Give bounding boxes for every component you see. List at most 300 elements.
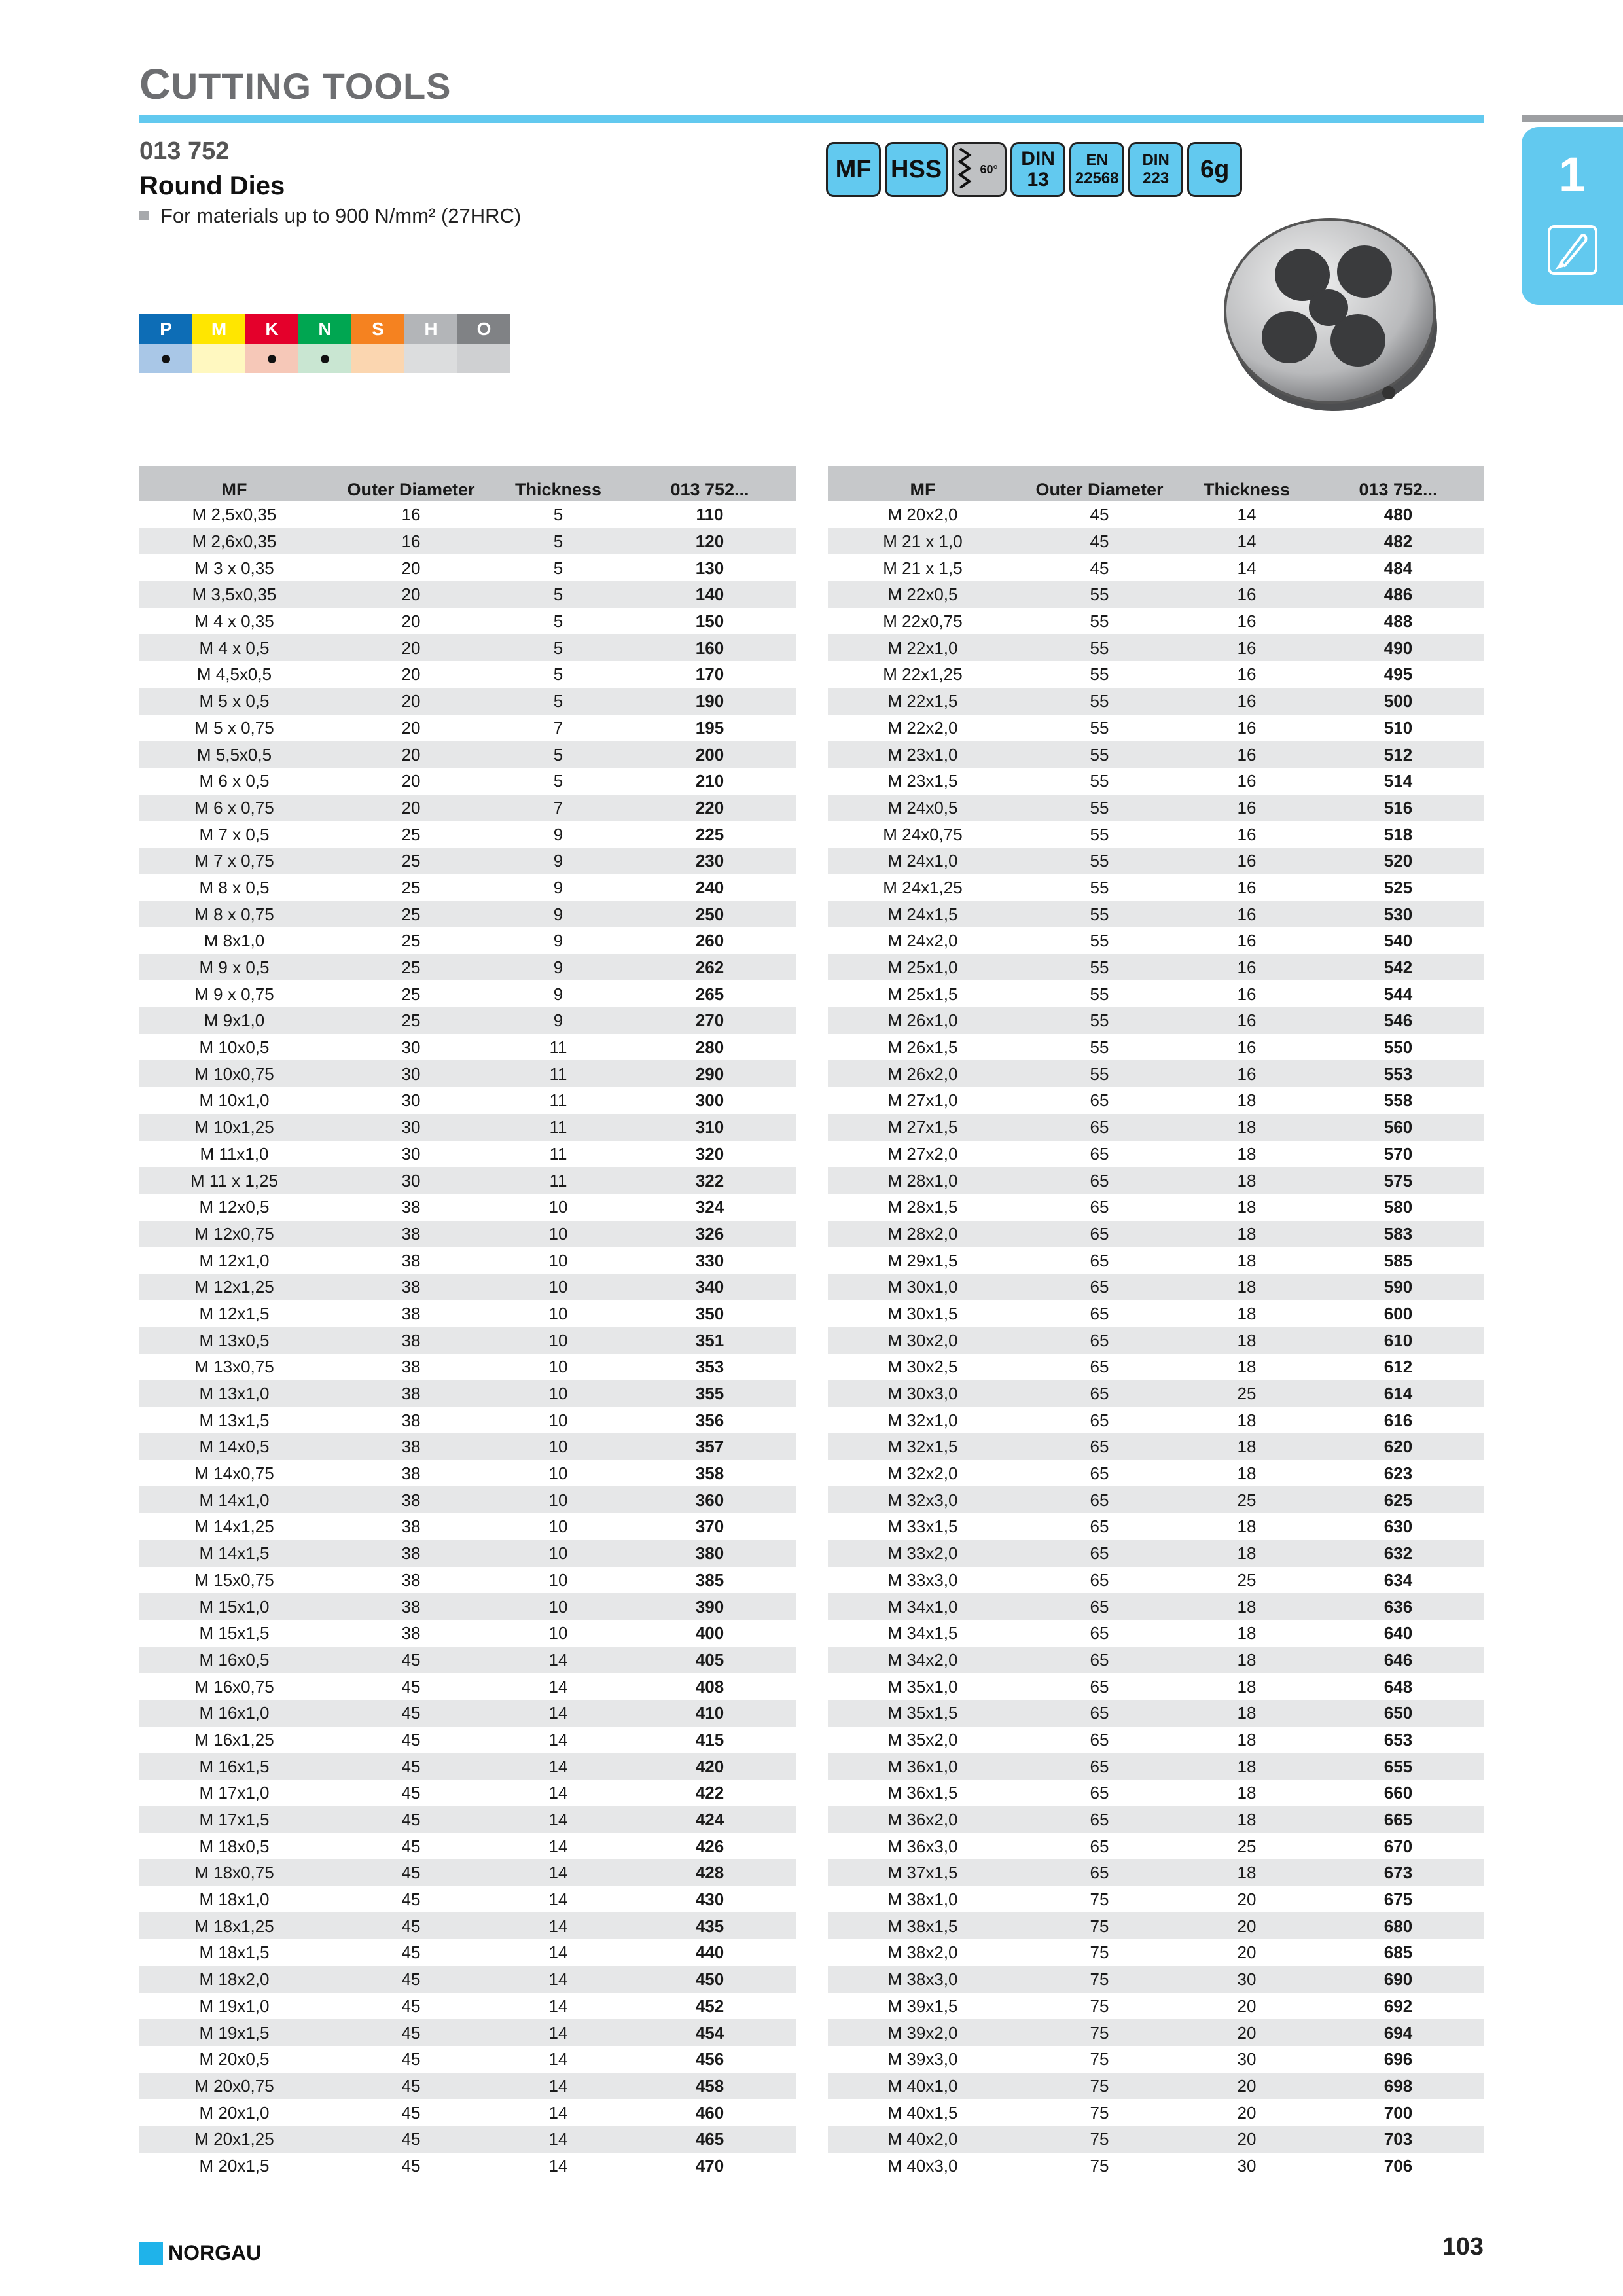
cell-outer-diameter: 38 (329, 1221, 493, 1247)
cell-outer-diameter: 45 (329, 2073, 493, 2100)
cell-outer-diameter: 65 (1018, 1167, 1181, 1194)
cell-outer-diameter: 65 (1018, 1433, 1181, 1460)
cell-mf: M 28x1,5 (887, 1197, 958, 1217)
cell-mf: M 14x1,5 (139, 1540, 329, 1567)
cell-outer-diameter: 55 (1018, 688, 1181, 715)
cell-thickness: 16 (1237, 664, 1257, 685)
cell-outer-diameter: 55 (1018, 795, 1181, 821)
cell-ref: 420 (624, 1753, 796, 1780)
cell-outer-diameter: 25 (329, 954, 493, 981)
cell-ref: 703 (1312, 2126, 1484, 2153)
material-suitability-mark (457, 344, 510, 373)
cell-ref: 300 (695, 1090, 724, 1111)
spec-badges (826, 142, 1242, 197)
cell-ref: 355 (624, 1380, 796, 1407)
cell-mf: M 35x1,0 (887, 1676, 958, 1696)
cell-outer-diameter: 55 (1018, 848, 1181, 874)
cell-thickness: 14 (1237, 505, 1257, 525)
cell-thickness: 11 (493, 1167, 624, 1194)
cell-mf: M 28x1,0 (828, 1167, 1018, 1194)
material-label: N (298, 314, 351, 344)
table-row (139, 1647, 796, 1674)
cell-outer-diameter: 38 (329, 1327, 493, 1354)
drill-icon (1548, 225, 1597, 275)
cell-thickness: 16 (1181, 634, 1312, 661)
table-row (139, 581, 796, 608)
cell-ref: 614 (1312, 1380, 1484, 1407)
table-row (139, 2126, 796, 2153)
cell-mf: M 37x1,5 (828, 1859, 1018, 1886)
cell-ref: 428 (624, 1859, 796, 1886)
cell-ref: 480 (1383, 505, 1413, 525)
material-group-m (192, 314, 245, 373)
cell-thickness: 14 (493, 1859, 624, 1886)
table-row (139, 1274, 796, 1300)
cell-ref: 310 (624, 1114, 796, 1141)
cell-mf: M 2,5x0,35 (192, 505, 277, 525)
cell-outer-diameter: 65 (1018, 1540, 1181, 1567)
cell-ref: 410 (624, 1700, 796, 1727)
cell-thickness: 14 (1237, 558, 1257, 578)
cell-thickness: 18 (1181, 1700, 1312, 1727)
cell-mf: M 21 x 1,5 (883, 558, 963, 578)
table-row (139, 954, 796, 981)
table-row (828, 1274, 1484, 1300)
cell-outer-diameter: 20 (329, 741, 493, 768)
col-header-ref: 013 752... (1312, 466, 1484, 501)
badge-din223 (1128, 142, 1183, 197)
cell-mf: M 40x1,0 (828, 2073, 1018, 2100)
cell-mf: M 14x1,25 (194, 1516, 274, 1537)
col-header-outer-diameter: Outer Diameter (1018, 466, 1181, 501)
table-row (828, 2073, 1484, 2100)
cell-thickness: 16 (1237, 824, 1257, 844)
table-row (828, 954, 1484, 981)
din13-top: DIN (1021, 148, 1055, 170)
cell-ref: 670 (1383, 1836, 1413, 1856)
table-row (828, 1141, 1484, 1168)
cell-thickness: 10 (548, 1570, 568, 1590)
cell-mf: M 36x3,0 (887, 1836, 958, 1856)
table-row (828, 1407, 1484, 1433)
cell-outer-diameter: 45 (401, 2102, 421, 2123)
table-row (828, 1327, 1484, 1354)
cell-outer-diameter: 45 (401, 1836, 421, 1856)
cell-mf: M 32x1,5 (828, 1433, 1018, 1460)
cell-thickness: 10 (548, 1410, 568, 1430)
cell-mf: M 10x0,75 (139, 1060, 329, 1087)
cell-thickness: 18 (1181, 1433, 1312, 1460)
cell-outer-diameter: 55 (1090, 931, 1109, 951)
cell-mf: M 9 x 0,5 (139, 954, 329, 981)
cell-thickness: 10 (548, 1250, 568, 1270)
cell-thickness: 25 (1237, 1836, 1257, 1856)
badge-en22568 (1069, 142, 1124, 197)
table-row (139, 1354, 796, 1380)
cell-outer-diameter: 38 (329, 1593, 493, 1620)
table-row (139, 1912, 796, 1939)
table-row (139, 1221, 796, 1247)
cell-mf: M 32x1,0 (887, 1410, 958, 1430)
cell-mf: M 22x2,0 (887, 717, 958, 738)
cell-ref: 696 (1383, 2049, 1413, 2070)
cell-thickness: 18 (1181, 1274, 1312, 1300)
cell-outer-diameter: 55 (1018, 901, 1181, 927)
cell-outer-diameter: 55 (1090, 771, 1109, 791)
cell-thickness: 18 (1237, 1729, 1257, 1749)
cell-mf: M 17x1,5 (139, 1806, 329, 1833)
cell-ref: 357 (624, 1433, 796, 1460)
cell-outer-diameter: 55 (1090, 717, 1109, 738)
table-row (828, 1114, 1484, 1141)
cell-outer-diameter: 30 (401, 1090, 421, 1111)
cell-mf: M 38x1,5 (828, 1912, 1018, 1939)
cell-ref: 210 (695, 771, 724, 791)
cell-ref: 514 (1383, 771, 1413, 791)
cell-mf: M 18x1,25 (139, 1912, 329, 1939)
cell-thickness: 25 (1181, 1380, 1312, 1407)
cell-thickness: 11 (549, 1143, 567, 1164)
table-row (139, 1939, 796, 1966)
cell-thickness: 10 (493, 1593, 624, 1620)
table-row (828, 1806, 1484, 1833)
cell-ref: 580 (1383, 1197, 1413, 1217)
cell-mf: M 18x1,0 (199, 1890, 270, 1910)
cell-thickness: 11 (549, 1090, 567, 1111)
cell-mf: M 22x1,5 (828, 688, 1018, 715)
cell-outer-diameter: 75 (1018, 1912, 1181, 1939)
cell-thickness: 18 (1237, 1623, 1257, 1643)
cell-mf: M 14x0,5 (139, 1433, 329, 1460)
table-row (139, 1859, 796, 1886)
cell-outer-diameter: 25 (329, 901, 493, 927)
cell-ref: 422 (695, 1783, 724, 1803)
cell-mf: M 6 x 0,5 (199, 771, 270, 791)
cell-thickness: 14 (493, 1700, 624, 1727)
cell-ref: 351 (624, 1327, 796, 1354)
cell-mf: M 20x2,0 (887, 505, 958, 525)
cell-thickness: 14 (548, 2102, 568, 2123)
cell-thickness: 20 (1181, 1912, 1312, 1939)
cell-outer-diameter: 55 (1018, 1007, 1181, 1034)
cell-outer-diameter: 25 (401, 824, 421, 844)
cell-thickness: 16 (1181, 1060, 1312, 1087)
cell-mf: M 22x0,75 (883, 611, 963, 632)
cell-outer-diameter: 25 (329, 1007, 493, 1034)
cell-thickness: 7 (493, 795, 624, 821)
material-label: O (457, 314, 510, 344)
table-row (139, 554, 796, 581)
cell-thickness: 30 (1181, 1966, 1312, 1993)
table-row (828, 1727, 1484, 1753)
brand-logo (139, 2241, 261, 2265)
cell-ref: 616 (1383, 1410, 1413, 1430)
table-row (139, 1620, 796, 1647)
table-row (828, 2019, 1484, 2046)
table-row (139, 1194, 796, 1221)
cell-mf: M 11x1,0 (200, 1143, 269, 1164)
table-row (139, 927, 796, 954)
cell-thickness: 18 (1237, 1303, 1257, 1323)
table-row (828, 821, 1484, 848)
table-row (828, 1486, 1484, 1513)
cell-outer-diameter: 45 (329, 1700, 493, 1727)
table-row (139, 1486, 796, 1513)
cell-ref: 470 (695, 2155, 724, 2176)
cell-ref: 490 (1312, 634, 1484, 661)
cell-mf: M 10x0,5 (199, 1037, 270, 1058)
cell-mf: M 19x1,5 (139, 2019, 329, 2046)
table-row (828, 1673, 1484, 1700)
table-row (828, 1647, 1484, 1674)
cell-mf: M 14x0,75 (194, 1463, 274, 1484)
cell-ref: 356 (695, 1410, 724, 1430)
material-group-n (298, 314, 351, 373)
table-row (139, 688, 796, 715)
cell-mf: M 24x1,5 (828, 901, 1018, 927)
cell-outer-diameter: 55 (1018, 1060, 1181, 1087)
cell-ref: 675 (1383, 1890, 1413, 1910)
cell-outer-diameter: 38 (329, 1486, 493, 1513)
table-row (828, 1567, 1484, 1594)
cell-mf: M 20x0,75 (139, 2073, 329, 2100)
brand-name: NORGAU (168, 2241, 262, 2265)
cell-outer-diameter: 38 (401, 1197, 421, 1217)
cell-mf: M 9x1,0 (139, 1007, 329, 1034)
cell-outer-diameter: 25 (401, 877, 421, 897)
cell-outer-diameter: 65 (1018, 1221, 1181, 1247)
cell-thickness: 5 (493, 741, 624, 768)
table-row (828, 661, 1484, 688)
material-group-h (404, 314, 457, 373)
table-row (139, 1087, 796, 1114)
cell-thickness: 5 (493, 581, 624, 608)
cell-mf: M 20x1,25 (139, 2126, 329, 2153)
cell-ref: 500 (1312, 688, 1484, 715)
cell-thickness: 14 (493, 1753, 624, 1780)
cell-ref: 324 (695, 1197, 724, 1217)
table-row (139, 2153, 796, 2179)
cell-thickness: 18 (1181, 1540, 1312, 1567)
cell-thickness: 16 (1181, 1007, 1312, 1034)
cell-outer-diameter: 65 (1018, 1753, 1181, 1780)
cell-outer-diameter: 30 (329, 1060, 493, 1087)
table-row (828, 554, 1484, 581)
cell-outer-diameter: 38 (329, 1274, 493, 1300)
cell-mf: M 34x1,5 (887, 1623, 958, 1643)
table-row (828, 715, 1484, 742)
cell-thickness: 14 (493, 1806, 624, 1833)
cell-mf: M 14x1,0 (139, 1486, 329, 1513)
cell-ref: 550 (1383, 1037, 1413, 1058)
cell-ref: 520 (1312, 848, 1484, 874)
cell-mf: M 12x1,25 (139, 1274, 329, 1300)
cell-outer-diameter: 75 (1090, 1890, 1109, 1910)
cell-mf: M 15x0,75 (194, 1570, 274, 1590)
cell-thickness: 9 (493, 848, 624, 874)
cell-ref: 575 (1312, 1167, 1484, 1194)
cell-ref: 632 (1312, 1540, 1484, 1567)
badge-mf: MF (826, 142, 881, 197)
cell-ref: 640 (1383, 1623, 1413, 1643)
cell-mf: M 26x2,0 (828, 1060, 1018, 1087)
cell-thickness: 14 (493, 2126, 624, 2153)
cell-thickness: 18 (1181, 1221, 1312, 1247)
cell-outer-diameter: 65 (1090, 1516, 1109, 1537)
table-row (828, 901, 1484, 927)
table-row (828, 2153, 1484, 2179)
cell-outer-diameter: 45 (1090, 505, 1109, 525)
cell-mf: M 24x0,75 (883, 824, 963, 844)
cell-ref: 648 (1383, 1676, 1413, 1696)
table-row (828, 1593, 1484, 1620)
cell-mf: M 7 x 0,5 (199, 824, 270, 844)
table-row (139, 1753, 796, 1780)
cell-ref: 655 (1312, 1753, 1484, 1780)
cell-thickness: 10 (548, 1197, 568, 1217)
cell-outer-diameter: 45 (401, 2049, 421, 2070)
table-row (828, 1700, 1484, 1727)
cell-mf: M 24x0,5 (828, 795, 1018, 821)
cell-mf: M 23x1,5 (887, 771, 958, 791)
table-row (139, 1727, 796, 1753)
cell-outer-diameter: 45 (401, 1943, 421, 1963)
cell-thickness: 20 (1237, 1890, 1257, 1910)
cell-thickness: 16 (1181, 741, 1312, 768)
cell-mf: M 10x1,0 (199, 1090, 270, 1111)
en-bottom: 22568 (1075, 170, 1119, 187)
table-row (828, 1221, 1484, 1247)
cell-ref: 150 (695, 611, 724, 632)
cell-mf: M 29x1,5 (887, 1250, 958, 1270)
cell-mf: M 7 x 0,75 (139, 848, 329, 874)
cell-outer-diameter: 30 (329, 1114, 493, 1141)
cell-ref: 660 (1383, 1783, 1413, 1803)
cell-mf: M 5,5x0,5 (139, 741, 329, 768)
cell-mf: M 20x1,5 (199, 2155, 270, 2176)
cell-ref: 610 (1312, 1327, 1484, 1354)
cell-outer-diameter: 38 (401, 1463, 421, 1484)
cell-thickness: 18 (1181, 1593, 1312, 1620)
material-group-p (139, 314, 192, 373)
col-header-mf: MF (139, 466, 329, 501)
table-row (828, 1620, 1484, 1647)
section-number: 1 (1558, 147, 1586, 202)
product-name: Round Dies (139, 171, 285, 200)
table-row (139, 1300, 796, 1327)
table-row (828, 581, 1484, 608)
data-table-right (828, 466, 1484, 2179)
table-row (139, 874, 796, 901)
table-row (139, 1460, 796, 1487)
table-row (139, 1886, 796, 1913)
cell-mf: M 21 x 1,0 (828, 528, 1018, 555)
cell-mf: M 22x1,0 (828, 634, 1018, 661)
cell-mf: M 25x1,0 (828, 954, 1018, 981)
cell-outer-diameter: 65 (1018, 1114, 1181, 1141)
material-label: P (139, 314, 192, 344)
table-row (828, 768, 1484, 795)
cell-mf: M 16x1,0 (139, 1700, 329, 1727)
cell-thickness: 16 (1237, 771, 1257, 791)
cell-ref: 636 (1312, 1593, 1484, 1620)
cell-ref: 706 (1383, 2155, 1413, 2176)
cell-ref: 488 (1383, 611, 1413, 632)
cell-mf: M 20x0,5 (199, 2049, 270, 2070)
cell-ref: 400 (695, 1623, 724, 1643)
table-row (828, 1540, 1484, 1567)
cell-ref: 583 (1312, 1221, 1484, 1247)
cell-thickness: 18 (1237, 1250, 1257, 1270)
cell-outer-diameter: 55 (1090, 1037, 1109, 1058)
cell-ref: 160 (624, 634, 796, 661)
cell-thickness: 5 (553, 771, 563, 791)
cell-outer-diameter: 20 (329, 795, 493, 821)
cell-thickness: 11 (493, 1060, 624, 1087)
cell-thickness: 25 (1181, 1486, 1312, 1513)
cell-thickness: 18 (1181, 1647, 1312, 1674)
cell-ref: 424 (624, 1806, 796, 1833)
table-row (139, 1380, 796, 1407)
cell-mf: M 13x0,75 (194, 1357, 274, 1377)
cell-outer-diameter: 20 (401, 611, 421, 632)
cell-outer-diameter: 65 (1018, 1859, 1181, 1886)
table-row (828, 927, 1484, 954)
cell-ref: 452 (695, 1996, 724, 2016)
cell-outer-diameter: 38 (401, 1303, 421, 1323)
material-label: S (351, 314, 404, 344)
table-row (139, 715, 796, 742)
table-row (139, 741, 796, 768)
cell-thickness: 10 (493, 1380, 624, 1407)
cell-ref: 390 (624, 1593, 796, 1620)
cell-mf: M 13x0,5 (139, 1327, 329, 1354)
cell-outer-diameter: 30 (401, 1143, 421, 1164)
cell-thickness: 18 (1181, 1806, 1312, 1833)
cell-outer-diameter: 55 (1090, 664, 1109, 685)
cell-thickness: 18 (1237, 1676, 1257, 1696)
cell-thickness: 18 (1237, 1463, 1257, 1484)
table-row (139, 901, 796, 927)
col-header-thickness: Thickness (1181, 466, 1312, 501)
material-group-o (457, 314, 510, 373)
cell-ref: 454 (624, 2019, 796, 2046)
cell-mf: M 20x1,0 (199, 2102, 270, 2123)
cell-ref: 320 (695, 1143, 724, 1164)
cell-ref: 353 (695, 1357, 724, 1377)
cell-outer-diameter: 55 (1090, 824, 1109, 844)
table-row (828, 1167, 1484, 1194)
round-die-image (1217, 196, 1446, 425)
cell-outer-diameter: 65 (1090, 1463, 1109, 1484)
col-header-mf: MF (828, 466, 1018, 501)
table-row (828, 2046, 1484, 2073)
cell-thickness: 9 (493, 901, 624, 927)
cell-mf: M 9 x 0,75 (194, 984, 274, 1004)
cell-ref: 665 (1312, 1806, 1484, 1833)
cell-outer-diameter: 30 (329, 1167, 493, 1194)
table-row (139, 1833, 796, 1859)
table-row (828, 1087, 1484, 1114)
badge-hss: HSS (885, 142, 948, 197)
cell-mf: M 15x1,0 (139, 1593, 329, 1620)
cell-mf: M 38x3,0 (828, 1966, 1018, 1993)
cell-mf: M 32x2,0 (887, 1463, 958, 1484)
cell-mf: M 3,5x0,35 (139, 581, 329, 608)
cell-ref: 440 (695, 1943, 724, 1963)
cell-thickness: 10 (548, 1357, 568, 1377)
table-row (828, 1886, 1484, 1913)
